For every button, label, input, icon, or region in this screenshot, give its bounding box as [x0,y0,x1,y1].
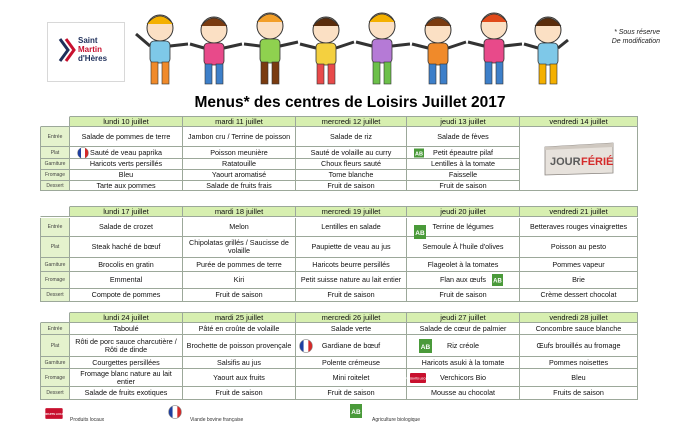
menu-cell: Fruit de saison [407,181,520,191]
menu-cell: Haricots beurre persillés [296,258,407,272]
menu-cell: Sauté de veau paprika [70,147,183,159]
menu-cell: Bleu [70,170,183,181]
page-title: Menus* des centres de Loisirs Juillet 2017 [194,94,506,111]
menu-cell: Gardiane de bœuf [296,335,407,357]
row-label-fromage: Fromage [40,170,70,181]
menu-cell: Pâté en croûte de volaille [183,323,296,335]
menu-cell: Choux fleurs sauté [296,159,407,170]
menu-cell: Faisselle [407,170,520,181]
menu-cell: Flageolet à la tomates [407,258,520,272]
menu-cell: Compote de pommes [70,289,183,302]
row-label-garniture: Garniture [40,258,70,272]
row-label-fromage: Fromage [40,369,70,387]
organic-ab-icon [419,339,432,353]
kid-4 [300,17,354,84]
row-label-garniture: Garniture [40,357,70,369]
menu-cell: Salsifis au jus [183,357,296,369]
menu-week-3 [40,312,638,400]
menu-cell: Haricots verts persillés [70,159,183,170]
menu-cell: Poisson meunière [183,147,296,159]
children-illustration [130,4,570,92]
svg-text:AB: AB [415,230,425,237]
kid-8 [524,17,568,84]
menu-cell: Taboulé [70,323,183,335]
menu-cell: Pommes vapeur [520,258,638,272]
menu-cell: Tarte aux pommes [70,181,183,191]
menu-cell: AB Terrine de légumes [407,218,520,237]
day-header: jeudi 13 juillet [407,116,520,127]
legend-organic-label: Agriculture biologique [372,417,421,423]
menu-cell: Lentilles à la tomate [407,159,520,170]
menu-cell: Melon [183,218,296,237]
legend [0,403,700,441]
menu-cell: Courgettes persillées [70,357,183,369]
menu-cell: Jambon cru / Terrine de poisson [183,127,296,147]
row-label-dessert: Dessert [40,181,70,191]
row-label-dessert: Dessert [40,387,70,400]
menu-week-2 [40,206,638,302]
row-label-fromage: Fromage [40,272,70,289]
menu-cell: Concombre sauce blanche [520,323,638,335]
row-label-plat: Plat [40,335,70,357]
local-products-icon [405,372,431,384]
menu-cell: Salade de crozet [70,218,183,237]
kid-1 [136,15,188,84]
day-header: mercredi 26 juillet [296,312,407,323]
day-header: lundi 17 juillet [70,206,183,217]
organic-ab-icon [350,404,362,418]
svg-text:AB: AB [493,278,502,285]
french-beef-icon [299,339,313,353]
kid-3 [244,13,298,84]
menu-cell: Salade de fruits exotiques [70,387,183,400]
day-header: mercredi 19 juillet [296,206,407,217]
row-label-plat: Plat [40,147,70,159]
french-beef-icon [168,405,182,419]
menu-cell: Purée de pommes de terre [183,258,296,272]
svg-text:AB: AB [351,409,361,416]
menu-cell: Poisson au pesto [520,237,638,258]
menu-cell: Salade de fruits frais [183,181,296,191]
logo-mark-icon [58,37,76,63]
organic-ab-icon [492,274,503,286]
kid-6 [412,17,466,84]
menu-cell: Brochette de poisson provençale [183,335,296,357]
menu-week-1 [40,116,638,191]
menu-cell: Fruit de saison [183,289,296,302]
kid-7 [468,13,522,84]
day-header: lundi 10 juillet [70,116,183,127]
svg-text:JOUR: JOUR [549,155,581,168]
menu-cell: Steak haché de bœuf [70,237,183,258]
menu-cell: AB Petit épeautre pilaf [407,147,520,159]
local-products-icon [40,407,68,420]
menu-cell: Mousse au chocolat [407,387,520,400]
menu-cell: Ratatouille [183,159,296,170]
menu-cell: Fruit de saison [296,387,407,400]
menu-cell: Salade de cœur de palmier [407,323,520,335]
menu-cell: Sauté de volaille au curry [296,147,407,159]
day-header: jeudi 27 juillet [407,312,520,323]
day-header: mardi 18 juillet [183,206,296,217]
svg-text:PRODUITS LOCAUX: PRODUITS LOCAUX [405,377,431,381]
menu-cell: Salade de riz [296,127,407,147]
menu-cell: Polente crémeuse [296,357,407,369]
day-header: mardi 25 juillet [183,312,296,323]
holiday-cell [520,127,638,191]
day-header: mardi 11 juillet [183,116,296,127]
menu-cell: Fruit de saison [183,387,296,400]
menu-cell: Brocolis en gratin [70,258,183,272]
menu-cell: Yaourt aux fruits [183,369,296,387]
day-header: vendredi 21 juillet [520,206,638,217]
menu-cell: Emmental [70,272,183,289]
menu-cell: Fromage blanc nature au lait entier [70,369,183,387]
menu-cell: Tome blanche [296,170,407,181]
kid-2 [190,17,242,84]
legend-local-label: Produits locaux [70,417,105,423]
menu-cell: Bleu [520,369,638,387]
menu-cell: Fruit de saison [296,181,407,191]
row-label-entree: Entrée [40,323,70,335]
menu-cell: Chipolatas grillés / Saucisse de volaille [183,237,296,258]
menu-cell: Brie [520,272,638,289]
menu-cell: AB Riz créole [407,335,520,357]
menu-cell: Mini roitelet [296,369,407,387]
day-header: mercredi 12 juillet [296,116,407,127]
french-beef-icon [77,147,89,159]
day-header: jeudi 20 juillet [407,206,520,217]
kid-5 [356,13,410,84]
menu-cell: Haricots asuki à la tomate [407,357,520,369]
jour-ferie-sign [541,139,617,179]
svg-text:AB: AB [415,151,423,157]
menu-cell: Semoule À l'huile d'olives [407,237,520,258]
menu-cell: Fruits de saison [520,387,638,400]
menu-cell: Kiri [183,272,296,289]
logo-text: Saint Martin d'Hères [78,36,108,63]
menu-cell: Petit suisse nature au lait entier [296,272,407,289]
row-label-dessert: Dessert [40,289,70,302]
row-label-garniture: Garniture [40,159,70,170]
menu-cell: Fruit de saison [296,289,407,302]
legend-french-beef-label: Viande bovine française [190,417,244,423]
svg-text:FÉRIÉ: FÉRIÉ [580,155,613,168]
menu-cell: Betteraves rouges vinaigrettes [520,218,638,237]
row-label-plat: Plat [40,237,70,258]
menu-cell: Salade verte [296,323,407,335]
svg-text:AB: AB [420,343,431,351]
reserve-note: * Sous réserve De modification [611,29,660,45]
saint-martin-logo [47,22,125,82]
menu-cell: Salade de pommes de terre [70,127,183,147]
day-header: vendredi 14 juillet [520,116,638,127]
svg-text:PRODUITS LOCAUX: PRODUITS LOCAUX [40,412,68,417]
menu-cell: Œufs brouillés au fromage [520,335,638,357]
day-header: lundi 24 juillet [70,312,183,323]
menu-cell: Fruit de saison [407,289,520,302]
menu-cell: Pommes noisettes [520,357,638,369]
menu-cell: Yaourt aromatisé [183,170,296,181]
row-label-entree: Entrée [40,127,70,147]
menu-cell: Rôti de porc sauce charcutière / Rôti de dinde [70,335,183,357]
menu-cell: PRODUITS LOCAUX Verchicors Bio [407,369,520,387]
menu-cell: Flan aux œufs AB [407,272,520,289]
menu-cell: Lentilles en salade [296,218,407,237]
organic-ab-icon [414,148,424,157]
row-label-entree: Entrée [40,218,70,237]
day-header: vendredi 28 juillet [520,312,638,323]
menu-cell: Paupiette de veau au jus [296,237,407,258]
menu-cell: Salade de fèves [407,127,520,147]
menu-cell: Crème dessert chocolat [520,289,638,302]
